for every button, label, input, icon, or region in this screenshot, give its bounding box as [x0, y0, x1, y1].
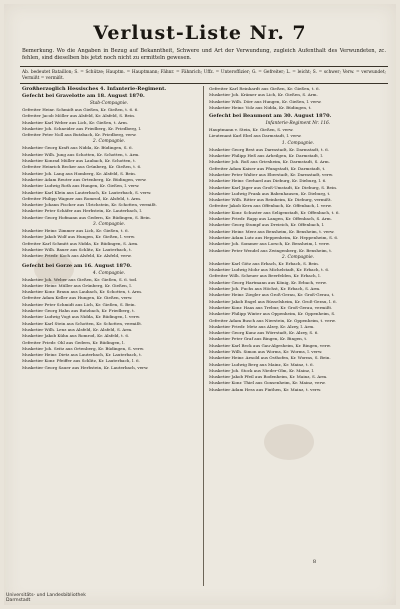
casualty-entry: Musketier Joh. Schneider aus Friedberg, Kr. Friedberg, l.	[22, 125, 142, 131]
casualty-entry: Musketier Wilh. Jung aus Schotten, Kr. Schotten, t. Arm.	[22, 151, 140, 157]
casualty-entry: Musketier Konr. Haas aus Trebur, Kr. Groß-Gerau, vermißt.	[209, 304, 333, 310]
casualty-entry: Musketier Wilh. Bauer aus Schlitz, Kr. Lauterbach, t.	[22, 246, 132, 252]
section-label: 2. Compagnie.	[92, 139, 126, 145]
casualty-entry: Musketier Heinr. Merz aus Bensheim, Kr. Bensheim, t. verw.	[209, 228, 335, 234]
battle-heading: Gefecht bei Gorze am 16. August 1870.	[22, 262, 132, 269]
casualty-entry: Musketier Friedr. Metz aus Alzey, Kr. Alzey, l. Arm.	[209, 323, 315, 329]
intro-note: Bemerkung. Wo die Angaben in Bezug auf Bekanntheit, Schwere und Art der Verwundung, zugleich Aufenthalt des Verwundeten, zc. fehlen, sind dieselben bis jetzt noch nicht zu ermitteln gewesen.	[22, 48, 386, 62]
page-title: Verlust-Liste Nr. 7	[93, 22, 307, 44]
battle-heading: Gefecht bei Gravelotte am 18. August 1870.	[22, 93, 145, 99]
divider	[20, 83, 388, 84]
casualty-entry: Musketier Heinr. Arnold aus Osthofen, Kr. Worms, S. Bein.	[209, 355, 331, 361]
left-sections	[22, 100, 196, 260]
left-column	[22, 86, 196, 371]
page-number: 8	[312, 559, 316, 565]
casualty-entry: Musketier Georg Hofmann aus Gedern, Kr. Büdingen, S. Bein.	[22, 214, 151, 220]
casualty-entry: Musketier Ludwig Roth aus Hungen, Kr. Gießen, l. verw.	[22, 183, 140, 189]
regiment-heading: Großherzoglich Hessisches 4. Infanterie-Regiment.	[22, 86, 167, 92]
left-sections-2	[22, 270, 196, 371]
casualty-entry: Musketier Konr. Braun aus Laubach, Kr. Schotten, t. Arm.	[22, 289, 143, 295]
casualty-entry: Musketier Konr. Pfeiffer aus Schlitz, Kr. Lauterbach, l. 6.	[22, 358, 140, 364]
casualty-entry: Gefreiter Adam Kaiser aus Pfungstadt, Kr. Darmstadt, t.	[209, 165, 326, 171]
casualty-entry: Hauptmann v. Stein, Kr. Gießen, S. verw.	[209, 127, 294, 133]
library-city: Darmstadt	[6, 598, 31, 604]
casualty-entry: Musketier Karl Stein aus Schotten, Kr. Schotten, vermißt.	[22, 320, 143, 326]
casualty-entry: Musketier Karl Götz aus Erbach, Kr. Erbach, S. Bein.	[209, 260, 320, 266]
casualty-entry: Musketier Friedr. Koch aus Alsfeld, Kr. Alsfeld, verw.	[22, 253, 132, 259]
casualty-entry: Musketier Joh. Fuchs aus Höchst, Kr. Erbach, S. Arm.	[209, 286, 321, 292]
casualty-entry: Musketier Peter Graf aus Bingen, Kr. Bingen, t.	[209, 336, 308, 342]
casualty-entry: Gefreiter Philipp Wagner aus Romrod, Kr. Alsfeld, t. Arm.	[22, 195, 142, 201]
casualty-entry: Gefreiter Heinr. Schmidt aus Gießen, Kr. Gießen, t. 6. 6.	[22, 107, 139, 112]
casualty-entry: Musketier Adam Hess aus Finthen, Kr. Mainz, t. verw.	[209, 386, 322, 392]
casualty-entry: Musketier Heinr. Zimmer aus Lich, Kr. Gießen, t. 6.	[22, 228, 129, 234]
casualty-entry: Musketier Georg Kunz aus Wörrstadt, Kr. Alzey, S. 6.	[209, 330, 319, 336]
casualty-entry: Musketier Konr. Thiel aus Gonsenheim, Kr. Mainz, verw.	[209, 380, 326, 386]
casualty-entry: Musketier Philipp Heß aus Arheilgen, Kr. Darmstadt, l.	[209, 153, 324, 159]
casualty-entry: Musketier Jakob Wolf aus Hungen, Kr. Gießen, l. verw.	[22, 234, 136, 240]
casualty-entry: Gefreiter Friedr. Ohl aus Gedern, Kr. Büdingen, l.	[22, 339, 125, 345]
casualty-entry: Musketier Ludwig Berg aus Mainz, Kr. Mainz, t. 6.	[209, 361, 314, 367]
casualty-entry: Musketier Philipp Winter aus Oppenheim, Kr. Oppenheim, S.	[209, 311, 336, 317]
document-page	[4, 4, 396, 605]
casualty-entry: Musketier Karl Beck aus Gau-Algesheim, Kr. Bingen, verw.	[209, 342, 331, 348]
casualty-entry: Musketier Joh. Roß aus Griesheim, Kr. Darmstadt, S. Arm.	[209, 159, 330, 165]
casualty-entry: Musketier Karl Weber aus Lich, Kr. Gießen, t. Arm.	[22, 119, 129, 125]
casualty-entry: Musketier Ludwig Frank aus Babenhausen, Kr. Dieburg, t.	[209, 190, 331, 196]
casualty-entry: Gefreiter Karl Reinhardt aus Gießen, Kr. Gießen, t. 6.	[209, 86, 320, 91]
casualty-entry: Musketier Adam Lutz aus Heppenheim, Kr. Heppenheim, S. 6.	[209, 234, 339, 240]
casualty-entry: Musketier Konrad Müller aus Laubach, Kr. Schotten, t.	[22, 158, 137, 164]
battle-heading: Gefecht bei Beaumont am 30. August 1870.	[209, 113, 332, 120]
casualty-entry: Musketier Ludwig Vogt aus Nidda, Kr. Büdingen, l. verw.	[22, 314, 141, 320]
casualty-entry: Musketier Heinr. Gerhard aus Dieburg, Kr. Dieburg, l. 6.	[209, 178, 327, 184]
casualty-entry: Musketier Peter Wendel aus Zwingenberg, Kr. Bensheim, t.	[209, 247, 333, 253]
right-sections	[209, 120, 387, 393]
casualty-entry: Musketier Friedr. Rapp aus Langen, Kr. Offenbach, S. Arm.	[209, 216, 332, 222]
casualty-entry: Musketier Wilh. Dörr aus Hungen, Kr. Gießen, l. verw.	[209, 98, 322, 104]
casualty-entry: Gefreiter Jakob Kern aus Offenbach, Kr. Offenbach, l. verw.	[209, 203, 332, 209]
column-divider	[203, 86, 204, 586]
casualty-entry: Musketier Peter Schmidt aus Lich, Kr. Gießen, S. Bein.	[22, 301, 136, 307]
casualty-entry: Gefreiter Heinrich Becker aus Grünberg, Kr. Gießen, t. 6.	[22, 164, 142, 170]
casualty-entry: Gefreiter Adam Busch aus Nierstein, Kr. Oppenheim, t. verw.	[209, 317, 336, 323]
casualty-entry: Musketier Ludwig Mohr aus Michelstadt, Kr. Erbach, t. 6.	[209, 267, 330, 273]
casualty-entry: Musketier Konr. Schuster aus Seligenstadt, Kr. Offenbach, t. 6.	[209, 209, 340, 215]
casualty-entry: Musketier Joh. Seitz aus Ortenberg, Kr. Büdingen, S. verw.	[22, 345, 145, 351]
casualty-entry: Musketier Georg Kraft aus Nidda, Kr. Büdingen, S. 6.	[22, 145, 133, 151]
casualty-entry: Musketier Peter Schäfer aus Herbstein, Kr. Lauterbach, l.	[22, 208, 143, 214]
casualty-entry: Musketier Georg Stumpf aus Dreieich, Kr. Offenbach, l.	[209, 222, 325, 228]
casualty-entry: Musketier Georg Hahn aus Butzbach, Kr. Friedberg, t.	[22, 308, 136, 314]
casualty-entry: Musketier Heinr. Dietz aus Lauterbach, Kr. Lauterbach, t.	[22, 352, 143, 358]
casualty-entry: Gefreiter Jacob Möller aus Alsfeld, Kr. Alsfeld, S. Bein.	[22, 113, 136, 119]
casualty-entry: Musketier Wilh. Ritter aus Reinheim, Kr. Dieburg, vermißt.	[209, 197, 332, 203]
casualty-entry: Musketier Karl Jäger aus Groß-Umstadt, Kr. Dieburg, S. Bein.	[209, 184, 338, 190]
casualty-entry: Musketier Johann Fischer aus Ulrichstein, Kr. Schotten, vermißt.	[22, 202, 158, 208]
casualty-entry: Musketier Georg Hartmann aus König, Kr. Erbach, verw.	[209, 279, 327, 285]
casualty-entry: Musketier Joh. Krämer aus Lich, Kr. Gießen, S. Arm.	[209, 92, 318, 98]
casualty-entry: Gefreiter Adam Keller aus Hungen, Kr. Gießen, verw.	[22, 295, 133, 301]
casualty-entry: Lieutenant Karl Ebel aus Darmstadt, l. verw.	[209, 133, 302, 139]
divider	[20, 66, 388, 67]
casualty-entry: Musketier Georg Sauer aus Herbstein, Kr. Lauterbach, verw.	[22, 364, 149, 370]
casualty-entry: Musketier Wilh. Lenz aus Alsfeld, Kr. Alsfeld, S. Arm.	[22, 326, 133, 332]
casualty-entry: Musketier Joh. Lang aus Homberg, Kr. Alsfeld, S. Bein.	[22, 170, 137, 176]
casualty-entry: Musketier Karl Klein aus Lauterbach, Kr. Lauterbach, S. verw.	[22, 189, 152, 195]
casualty-entry: Musketier Wilh. Simon aus Worms, Kr. Worms, l. verw.	[209, 348, 323, 354]
casualty-entry: Gefreiter Wilh. Scheuer aus Beerfelden, Kr. Erbach, l.	[209, 273, 321, 279]
casualty-entry: Musketier Peter Walter aus Eberstadt, Kr. Darmstadt, verw.	[209, 171, 334, 177]
section-label: 2. Compagnie.	[281, 254, 315, 260]
section-label: 1. Compagnie.	[281, 140, 315, 146]
abbreviation-legend: Ab. bedeutet Bataillon; S. = Schütze; Hauptm. = Hauptmann; Fähnr. = Fähnrich; Uffz. = Unteroffizier; G. = Gefreiter; L. = leicht; S. = schwer; Verw. = verwundet; Vermißt = vermißt.	[22, 70, 386, 81]
casualty-entry: Musketier Adam Reuter aus Ortenberg, Kr. Büdingen, verw.	[22, 176, 147, 182]
casualty-entry: Musketier Jakob Pfeil aus Bodenheim, Kr. Mainz, S. Arm.	[209, 374, 328, 380]
casualty-entry: Musketier Joh. Sommer aus Lorsch, Kr. Bensheim, l. verw.	[209, 241, 330, 247]
casualty-entry: Gefreiter Karl Schmitt aus Nidda, Kr. Büdingen, S. Arm.	[22, 240, 139, 246]
casualty-entry: Musketier Georg Best aus Darmstadt, Kr. Darmstadt, t. 6.	[209, 146, 330, 152]
right-column	[209, 86, 387, 393]
section-label: Infanterie-Regiment Nr. 116.	[265, 121, 331, 127]
casualty-entry: Musketier Jakob Kühn aus Romrod, Kr. Alsfeld, t. 6.	[22, 333, 130, 339]
casualty-entry: Musketier Joh. Stock aus Nieder-Olm, Kr. Mainz, l.	[209, 367, 315, 373]
casualty-entry: Musketier Heinr. Volz aus Nidda, Kr. Büdingen, t.	[209, 104, 312, 110]
library-name: Universitäts- und Landesbibliothek	[6, 592, 86, 598]
library-footer	[6, 593, 86, 604]
casualty-entry: Musketier Heinr. Müller aus Grünberg, Kr. Gießen, l.	[22, 282, 133, 288]
casualty-entry: Musketier Jakob Engel aus Rüsselsheim, Kr. Groß-Gerau, l. 6.	[209, 298, 337, 304]
section-label: 3. Compagnie.	[92, 222, 126, 228]
right-top-entries	[209, 86, 387, 111]
paper-stain	[264, 424, 314, 460]
casualty-entry: Musketier Joh. Weber aus Gießen, Kr. Gießen, S. 6. tod.	[22, 276, 138, 282]
casualty-entry: Gefreiter Peter Noll aus Butzbach, Kr. Friedberg, verw.	[22, 132, 137, 138]
casualty-entry: Musketier Heinr. Ziegler aus Groß-Gerau, Kr. Groß-Gerau, t.	[209, 292, 335, 298]
section-label: Stab-Compagnie.	[89, 101, 129, 106]
section-label: 4. Compagnie.	[92, 270, 126, 276]
